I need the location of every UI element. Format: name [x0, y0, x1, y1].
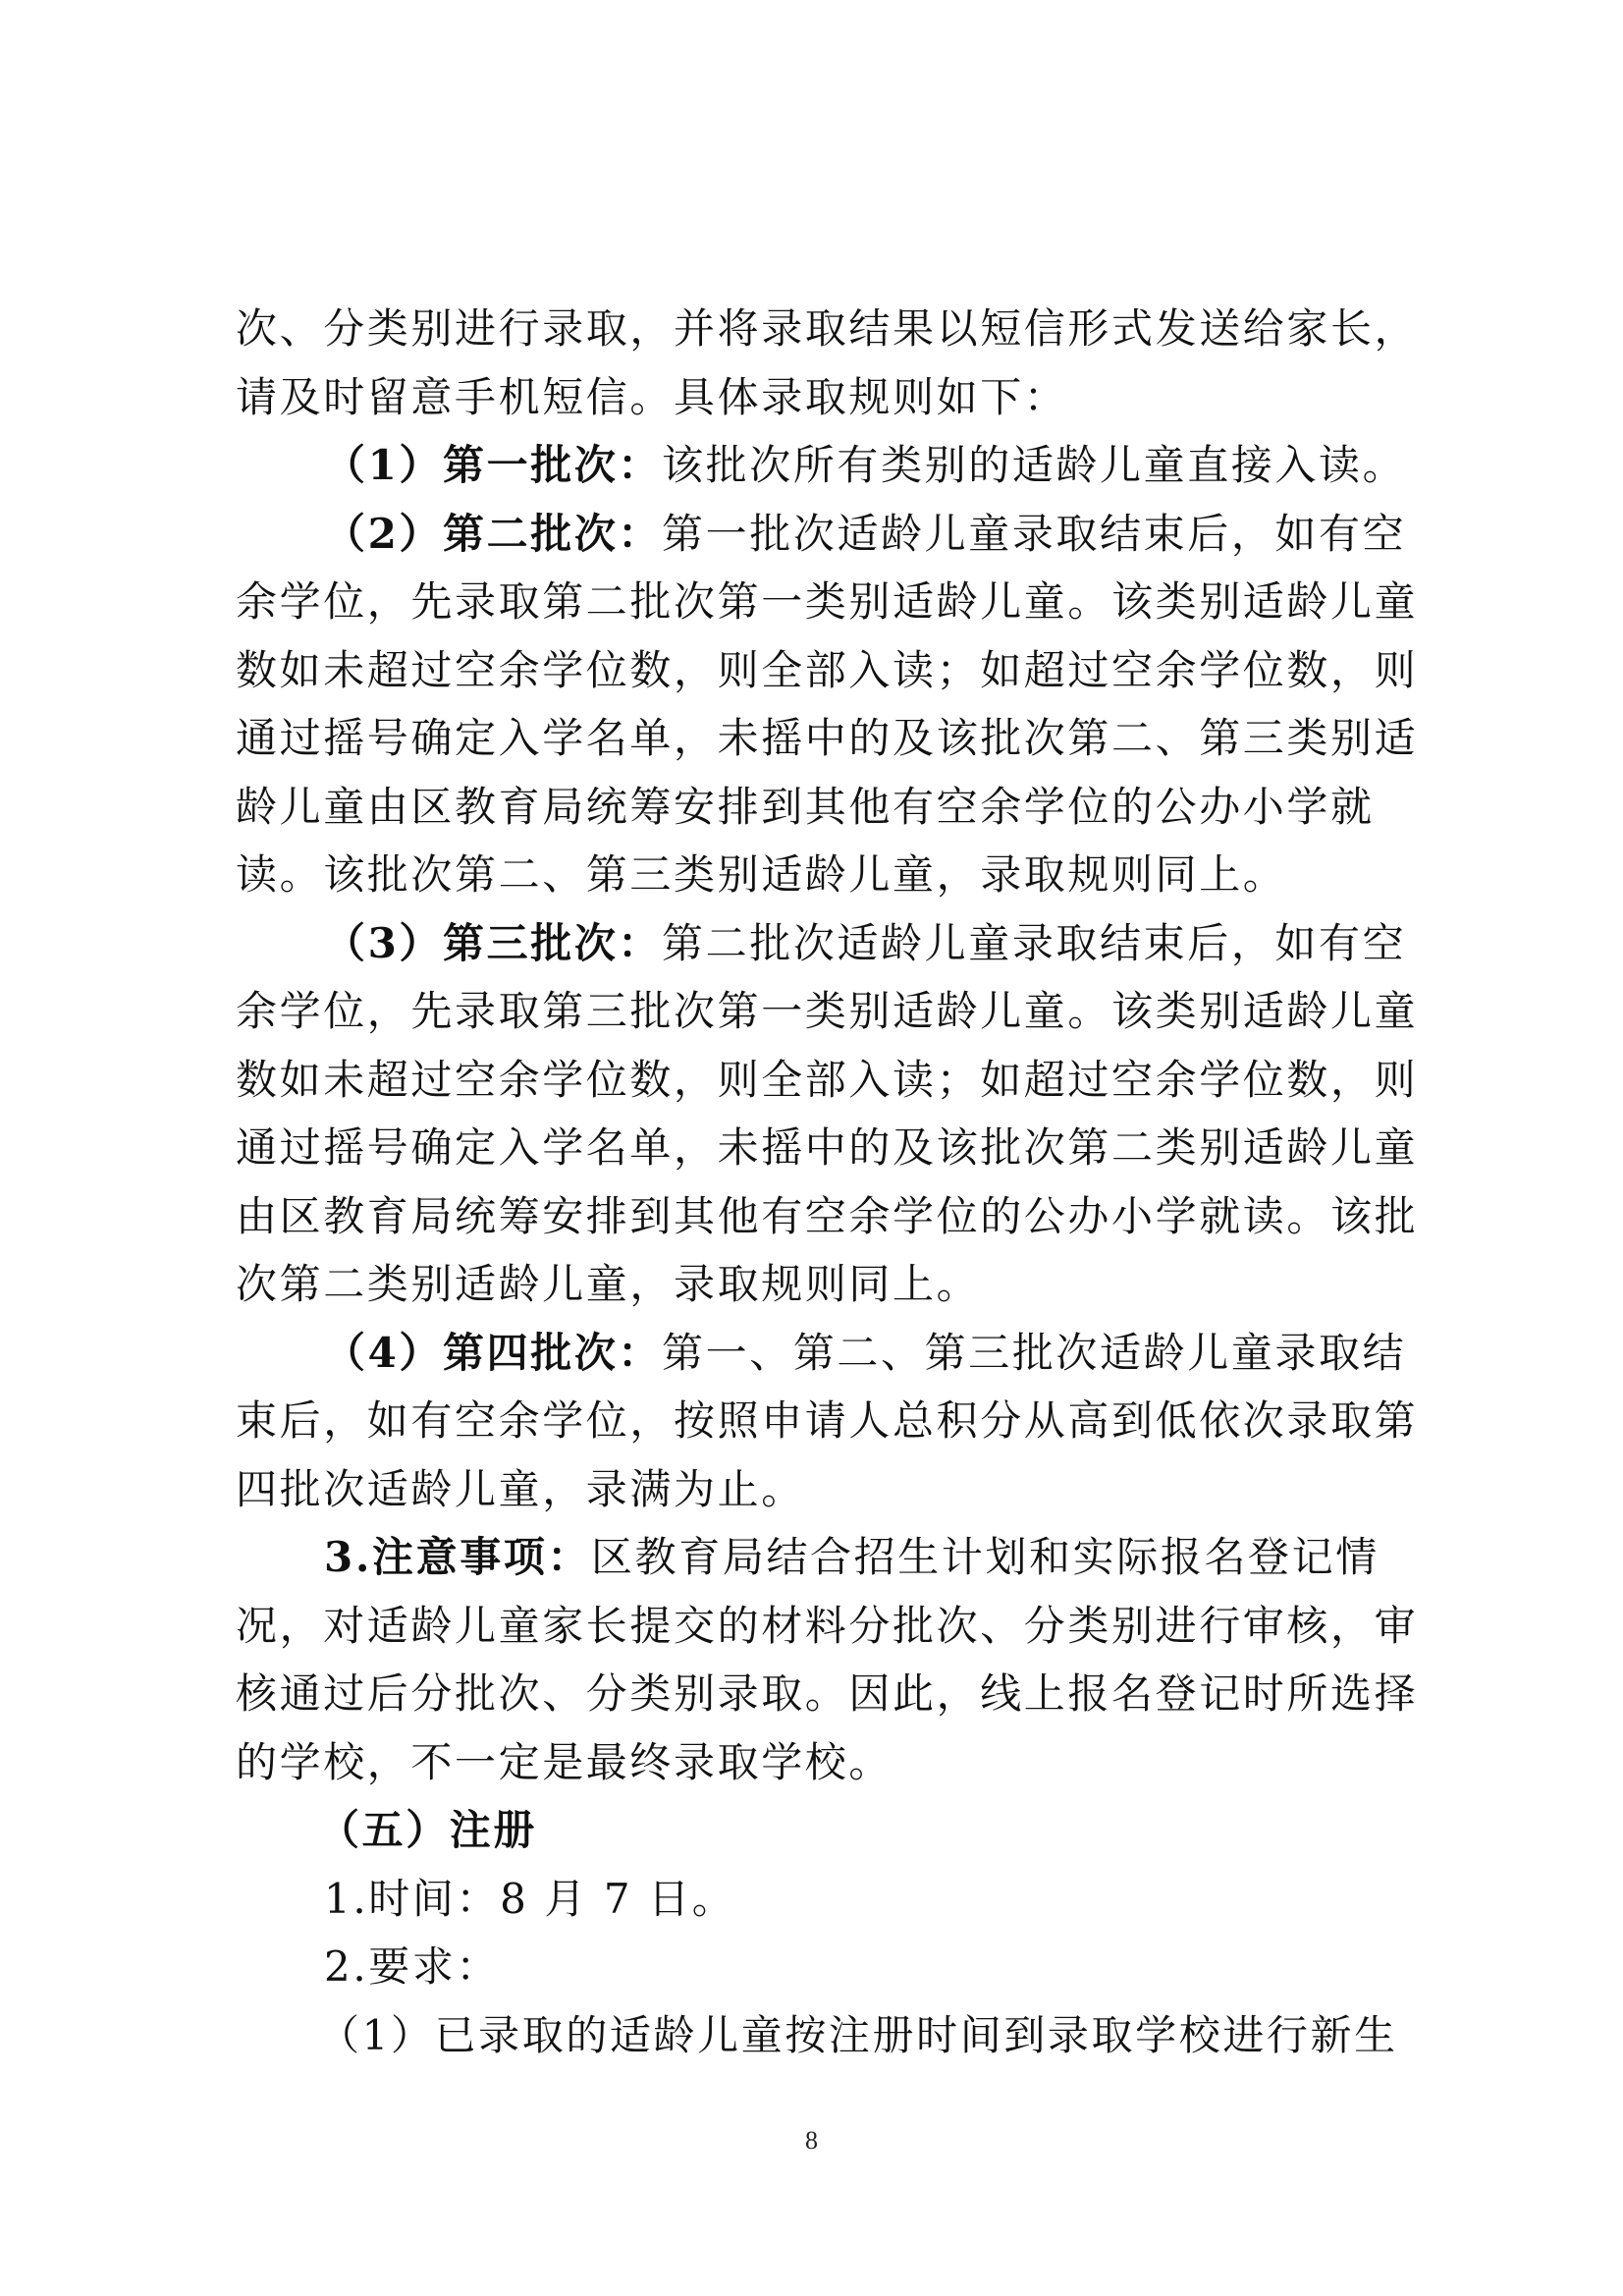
rule-heading: （4）第四批次：	[324, 1328, 663, 1377]
text-line	[236, 568, 1419, 636]
text-span: 四批次适龄儿童，录满为止。	[236, 1464, 805, 1513]
text-span: 读。该批次第二、第三类别适龄儿童，录取规则同上。	[236, 850, 1287, 899]
text-span: 第一、第二、第三批次适龄儿童录取结	[662, 1328, 1407, 1377]
text-span: 核通过后分批次、分类别录取。因此，线上报名登记时所选择	[236, 1669, 1419, 1718]
text-line	[236, 773, 1394, 842]
text-line	[236, 1455, 1394, 1524]
text-line	[236, 1046, 1419, 1115]
rule-batch-3	[236, 909, 1407, 978]
text-span: 数如未超过空余学位数，则全部入读；如超过空余学位数，则	[236, 645, 1419, 694]
rule-batch-1	[236, 431, 1407, 500]
text-span: 通过摇号确定入学名单，未摇中的及该批次第二、第三类别适	[236, 714, 1419, 762]
rule-batch-4	[236, 1319, 1407, 1388]
text-span: 该批次所有类别的适龄儿童直接入读。	[662, 441, 1407, 489]
text-span: 次、分类别进行录取，并将录取结果以短信形式发送给家长，	[236, 304, 1419, 353]
notes-section	[236, 1523, 1394, 1592]
section-heading: （五）注册	[318, 1806, 538, 1854]
rule-heading: （2）第二批次：	[324, 509, 663, 558]
text-line	[236, 704, 1419, 773]
text-line	[236, 1592, 1419, 1661]
text-span: 次第二类别适龄儿童，录取规则同上。	[236, 1260, 981, 1308]
text-span: 区教育局结合招生计划和实际报名登记情	[591, 1533, 1380, 1581]
text-span: 余学位，先录取第二批次第一类别适龄儿童。该类别适龄儿童	[236, 577, 1419, 626]
text-line	[236, 1728, 1394, 1797]
text-span: 第一批次适龄儿童录取结束后，如有空	[662, 509, 1407, 558]
text-span: 通过摇号确定入学名单，未摇中的及该批次第二类别适龄儿童	[236, 1123, 1419, 1172]
text-span: 数如未超过空余学位数，则全部入读；如超过空余学位数，则	[236, 1055, 1419, 1104]
notes-heading: 3.注意事项：	[324, 1533, 592, 1581]
text-line	[236, 1250, 1394, 1319]
text-line	[236, 363, 1394, 432]
rule-heading: （3）第三批次：	[324, 918, 663, 967]
rule-heading: （1）第一批次：	[324, 441, 663, 489]
registration-requirements	[236, 1933, 1394, 2001]
text-span: 的学校，不一定是最终录取学校。	[236, 1737, 893, 1786]
section-heading-registration	[236, 1796, 1394, 1865]
document-body	[236, 295, 1419, 2069]
text-span: 龄儿童由区教育局统筹安排到其他有空余学位的公办小学就	[236, 782, 1375, 831]
text-span: 由区教育局统筹安排到其他有空余学位的公办小学就读。该批	[236, 1191, 1419, 1240]
text-span: 况，对适龄儿童家长提交的材料分批次、分类别进行审核，审	[236, 1601, 1419, 1650]
text-span: 2.要求：	[324, 1942, 501, 1991]
text-line	[236, 1114, 1419, 1182]
text-span: 余学位，先录取第三批次第一类别适龄儿童。该类别适龄儿童	[236, 987, 1419, 1035]
text-span: 1.时间：8 月 7 日。	[324, 1874, 736, 1923]
text-line	[236, 841, 1394, 909]
text-line	[236, 1387, 1419, 1455]
text-span: （1）已录取的适龄儿童按注册时间到录取学校进行新生	[318, 2010, 1398, 2059]
rule-batch-2	[236, 500, 1407, 569]
text-span: 第二批次适龄儿童录取结束后，如有空	[662, 918, 1407, 967]
text-span: 请及时留意手机短信。具体录取规则如下：	[236, 372, 1068, 421]
text-line	[236, 1660, 1419, 1728]
registration-time	[236, 1865, 1394, 1934]
page-number: 8	[805, 2126, 818, 2155]
requirement-item-1	[236, 2001, 1398, 2070]
text-span: 束后，如有空余学位，按照申请人总积分从高到低依次录取第	[236, 1396, 1419, 1445]
text-line	[236, 977, 1419, 1046]
text-line	[236, 295, 1419, 363]
text-line	[236, 1182, 1419, 1251]
text-line	[236, 636, 1419, 705]
